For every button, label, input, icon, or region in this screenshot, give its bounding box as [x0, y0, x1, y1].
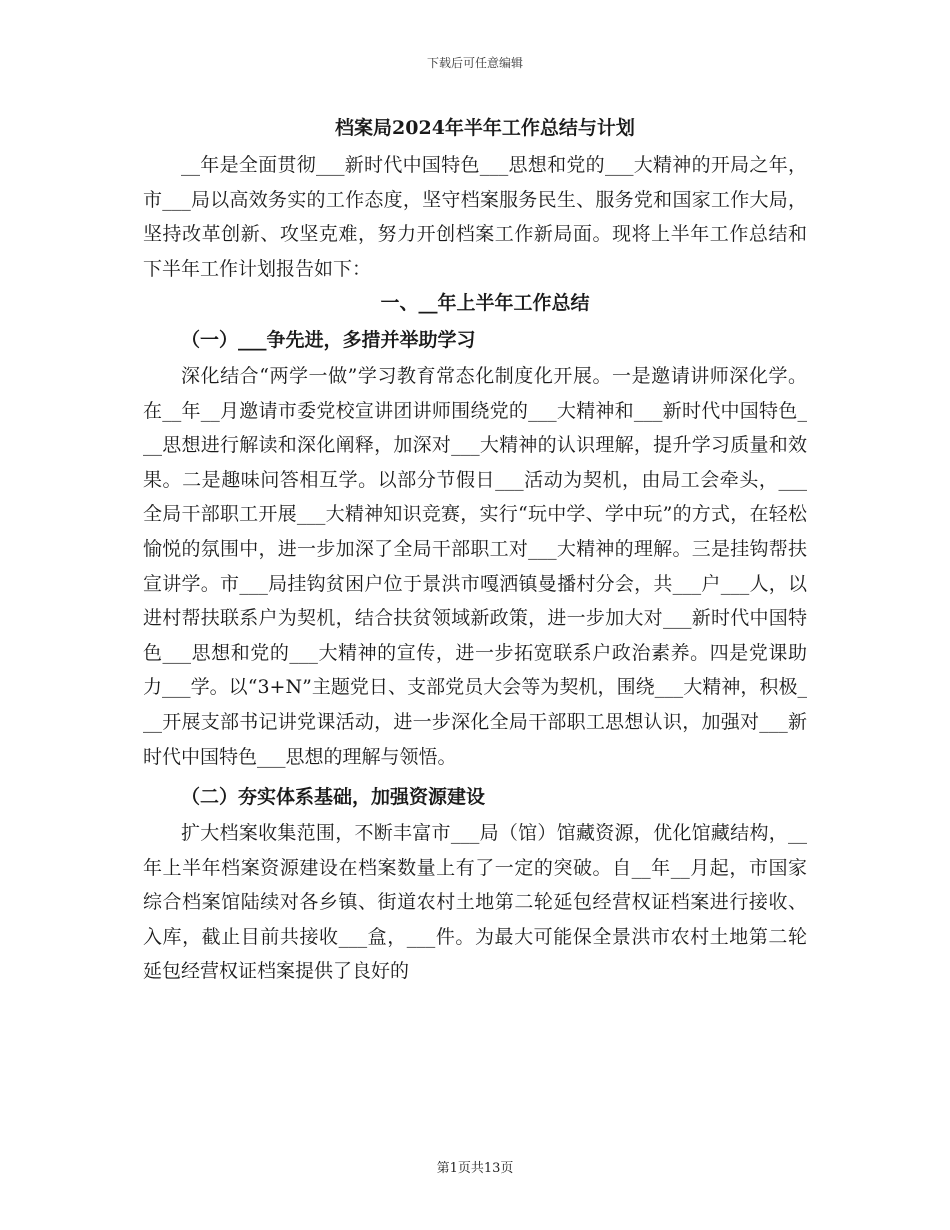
subsection-1-paragraph: 深化结合“两学一做”学习教育常态化制度化开展。一是邀请讲师深化学。在__年__月邀请市委党校宣讲团讲师围绕党的___大精神和___新时代中国特色___思想进行解读和深化阐释，加深对___大精神的认识理解，提升学习质量和效果。二是趣味问答相互学。以部分节假日___活动为契机，由局工会牵头，___全局干部职工开展___大精神知识竞赛，实行“玩中学、学中玩”的方式，在轻松愉悦的氛围中，进一步加深了全局干部职工对___大精神的理解。三是挂钩帮扶宣讲学。市___局挂钩贫困户位于景洪市嘎洒镇曼播村分会，共___户___人，以进村帮扶联系户为契机，结合扶贫领域新政策，进一步加大对___新时代中国特色___思想和党的___大精神的宣传，进一步拓宽联系户政治素养。四是党课助力___学。以“3+N”主题党日、支部党员大会等为契机，围绕___大精神，积极___开展支部书记讲党课活动，进一步深化全局干部职工思想认识，加强对___新时代中国特色___思想的理解与领悟。 — [143, 364, 807, 768]
section-heading: 一、__年上半年工作总结 — [380, 292, 590, 315]
document-title: 档案局2024年半年工作总结与计划 — [335, 117, 635, 139]
intro-paragraph: __年是全面贯彻___新时代中国特色___思想和党的___大精神的开局之年，市___局以高效务实的工作态度，坚守档案服务民生、服务党和国家工作大局，坚持改革创新、攻坚克难，努力开创档案工作新局面。现将上半年工作总结和下半年工作计划报告如下： — [143, 154, 807, 280]
document-body — [143, 108, 807, 989]
subsection-heading-2: （二）夯实体系基础，加强资源建设 — [181, 786, 486, 809]
page-number: 第1页共13页 — [436, 1161, 514, 1176]
header-note: 下载后可任意编辑 — [426, 56, 523, 70]
subsection-heading-1: （一）___争先进，多措并举助学习 — [181, 328, 476, 351]
subsection-2-paragraph: 扩大档案收集范围，不断丰富市___局（馆）馆藏资源，优化馆藏结构，__年上半年档案资源建设在档案数量上有了一定的突破。自__年__月起，市国家综合档案馆陆续对各乡镇、街道农村土地第二轮延包经营权证档案进行接收、入库，截止目前共接收___盒，___件。为最大可能保全景洪市农村土地第二轮延包经营权证档案提供了良好的 — [143, 822, 807, 983]
